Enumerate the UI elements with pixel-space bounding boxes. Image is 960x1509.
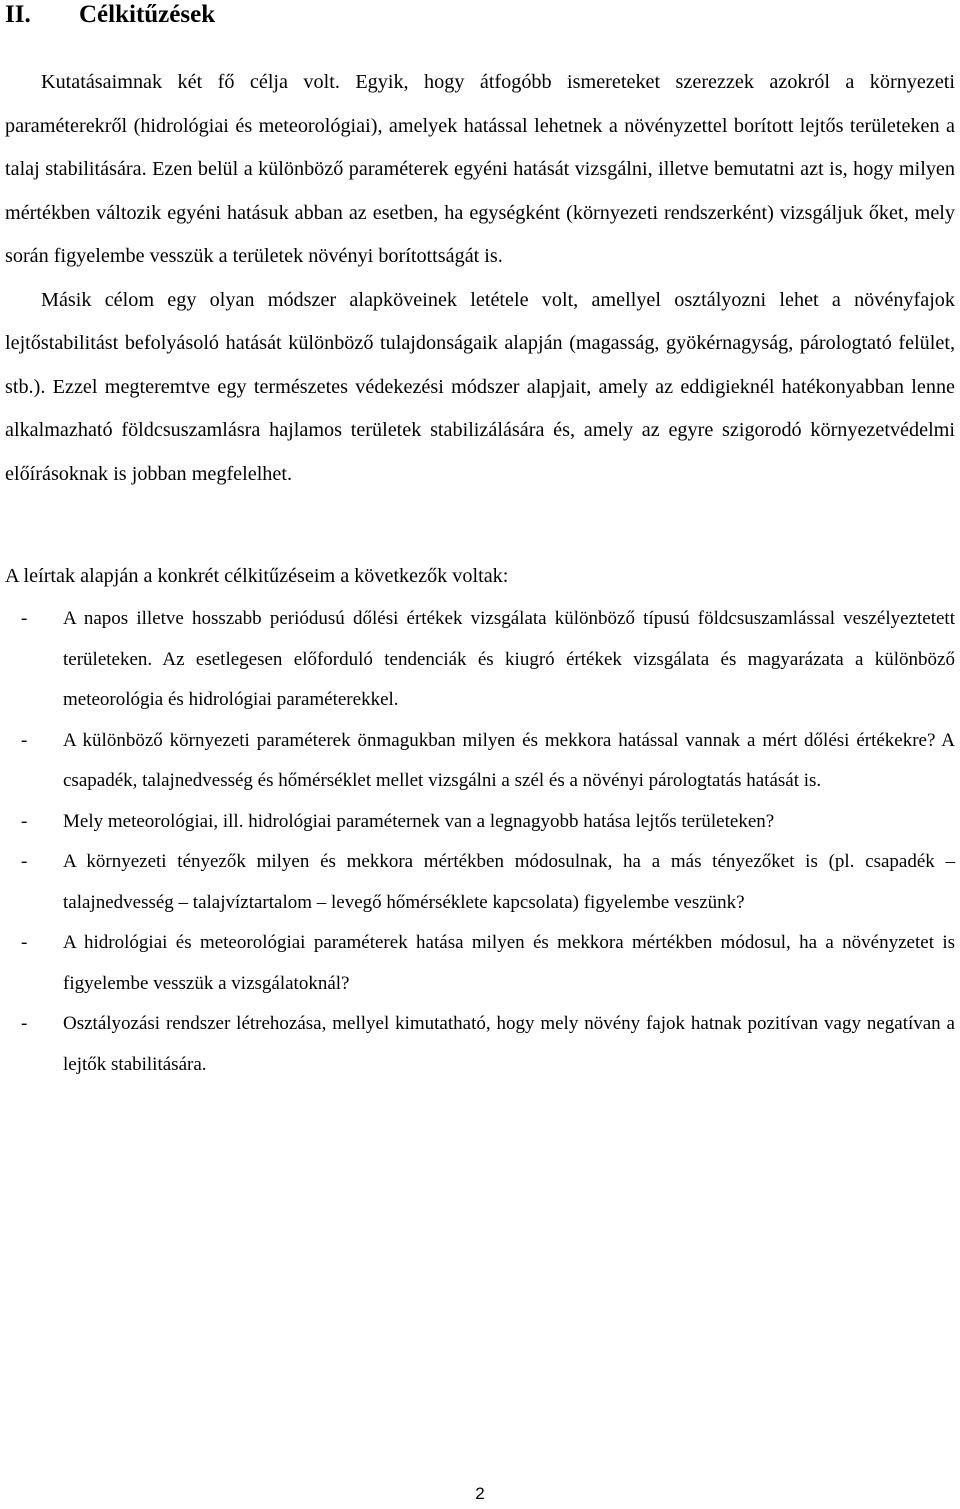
list-item-text: Osztályozási rendszer létrehozása, mellyel kimutatható, hogy mely növény fajok hatnak pozitívan vagy negatívan a lejtők stabilitására. <box>63 1013 955 1075</box>
list-item <box>5 802 955 843</box>
list-dash: - <box>21 608 28 629</box>
page-number: 2 <box>475 1484 485 1503</box>
list-item <box>5 923 955 1004</box>
paragraph-method-goal: Másik célom egy olyan módszer alapköveinek letétele volt, amellyel osztályozni lehet a növényfajok lejtőstabilitást befolyásoló hatását különböző tulajdonságaik alapján (magasság, gyökérnagyság, párologtató felület, stb.). Ezzel megteremtve egy természetes védekezési módszer alapjait, amely az eddigieknél hatékonyabban lenne alkalmazható földcsuszamlásra hajlamos területek stabilizálására és, amely az egyre szigorodó környezetvédelmi előírásoknak is jobban megfelelhet. <box>5 288 955 485</box>
section-number: II. <box>5 1 31 28</box>
list-item <box>5 721 955 802</box>
list-item-text: A környezeti tényezők milyen és mekkora mértékben módosulnak, ha a más tényezőket is (pl. csapadék – talajnedvesség – talajvíztartalom – levegő hőmérséklete kapcsolata) figyelembe veszünk? <box>63 851 955 913</box>
objectives-list <box>5 599 955 1085</box>
paragraph-main-goals: Kutatásaimnak két fő célja volt. Egyik, hogy átfogóbb ismereteket szerezzek azokról a környezeti paraméterekről (hidrológiai és meteorológiai), amelyek hatással lehetnek a növényzettel borított lejtős területeken a talaj stabilitására. Ezen belül a különböző paraméterek egyéni hatását vizsgálni, illetve bemutatni azt is, hogy milyen mértékben változik egyéni hatásuk abban az esetben, ha egységként (környezeti rendszerként) vizsgáljuk őket, mely során figyelembe vesszük a területek növényi borítottságát is. <box>5 71 955 267</box>
list-item <box>5 599 955 721</box>
list-dash: - <box>21 1013 28 1034</box>
list-item <box>5 842 955 923</box>
list-dash: - <box>21 932 28 953</box>
list-dash: - <box>21 729 28 751</box>
document-page <box>5 0 955 1085</box>
objectives-intro: A leírtak alapján a konkrét célkitűzéseim a következők voltak: <box>5 565 509 587</box>
list-item-text: A hidrológiai és meteorológiai paraméterek hatása milyen és mekkora mértékben módosul, ha a növényzetet is figyelembe vesszük a vizsgálatoknál? <box>63 932 955 994</box>
list-dash: - <box>21 810 28 832</box>
list-dash: - <box>21 851 28 872</box>
list-item-text: A napos illetve hosszabb periódusú dőlési értékek vizsgálata különböző típusú földcsuszamlással veszélyeztetett területeken. Az esetlegesen előforduló tendenciák és kiugró értékek vizsgálata és magyarázata a különböző meteorológia és hidrológiai paraméterekkel. <box>63 608 955 710</box>
list-item-text: Mely meteorológiai, ill. hidrológiai paraméternek van a legnagyobb hatása lejtős területeken? <box>63 810 775 832</box>
section-title: Célkitűzések <box>79 1 216 28</box>
list-item <box>5 1004 955 1085</box>
list-item-text: A különböző környezeti paraméterek önmagukban milyen és mekkora hatással vannak a mért dőlési értékekre? A csapadék, talajnedvesség és hőmérséklet mellet vizsgálni a szél és a növényi párologtatás hatását is. <box>63 729 955 791</box>
section-heading <box>5 0 955 29</box>
